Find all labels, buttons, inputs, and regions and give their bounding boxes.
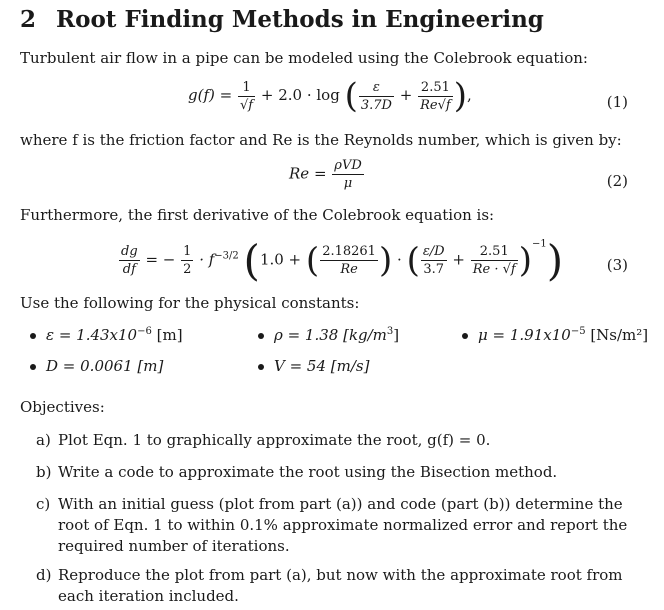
eq1-lhs: g(f) = [188,86,233,104]
equation-3: $\frac{dg}{df}$ = − $\frac{1}{2}$ · $f^{-3/2}$ (1.0 + ( $\frac{2.18261}{Re}$ ) · ( $\frac{\varepsilon/D}{3.7}$ + $\frac{2.51}{Re \cdot √f}$ )$^{-1}$) [121,236,564,285]
objective-a: a) Plot Eqn. 1 to graphically approximate the root, g(f) = 0. [36,431,491,449]
equation-1: g(f) = $\frac{1}{√f}$ + 2.0 · log ( $\frac{\varepsilon}{3.7D}$ + $\frac{2.51}{Re√f}$ ), [188,76,472,116]
constants-intro: Use the following for the physical constants: [20,294,360,312]
constant-epsilon: $\varepsilon = 1.43x10^{-6}$ [m] [30,326,183,344]
eq1-label: (1) [606,93,628,111]
eq3-label: (3) [606,256,628,274]
objective-d: d) Reproduce the plot from part (a), but now with the approximate root from each iteration included. [36,566,623,605]
objective-b: b) Write a code to approximate the root using the Bisection method. [36,463,558,481]
section-heading [20,6,544,33]
constant-velocity: V = 54 [m/s] [258,357,369,375]
eq2-label: (2) [606,172,628,190]
derivative-intro: Furthermore, the first derivative of the Colebrook equation is: [20,206,495,224]
eq3-derivative: $\frac{dg}{df}$ [121,244,138,277]
eq3-half: $\frac{1}{2}$ [183,244,192,277]
eq1-log-term: + 2.0 · log [260,86,340,104]
intro-text: Turbulent air flow in a pipe can be modeled using the Colebrook equation: [20,49,588,67]
eq3-coefficient: $\frac{2.18261}{Re}$ [322,244,376,277]
equation-2 [289,158,365,191]
eq1-fraction-3: $\frac{2.51}{Re√f}$ [420,79,451,113]
objectives-title: Objectives: [20,398,105,416]
section-title: Root Finding Methods in Engineering [56,6,544,33]
constant-rho: ρ = 1.38 $[kg/m^3]$ [258,326,399,344]
constant-mu: $\mu = 1.91x10^{-5}$ [Ns/m²] [462,326,648,344]
eq2-lhs: Re = [289,164,327,183]
constant-diameter: D = 0.0061 [m] [30,357,163,375]
section-number: 2 [20,6,37,33]
eq3-roughness: $\frac{\varepsilon/D}{3.7}$ [422,244,445,277]
eq3-reynolds-term: $\frac{2.51}{Re \cdot √f}$ [472,244,516,277]
where-text: where f is the friction factor and Re is the Reynolds number, which is given by: [20,131,622,149]
eq2-fraction: $\frac{\text{ρVD}}{\mu}$ [334,158,362,191]
eq1-fraction-1: $\frac{1}{√f}$ [239,79,254,113]
eq1-fraction-2: $\frac{\varepsilon}{3.7D}$ [360,79,392,113]
objective-c: c) With an initial guess (plot from part (a)) and code (part (b)) determine the root of Eqn. 1 to within 0.1% approximate normalized error and report the required number of iterations. [36,495,628,555]
